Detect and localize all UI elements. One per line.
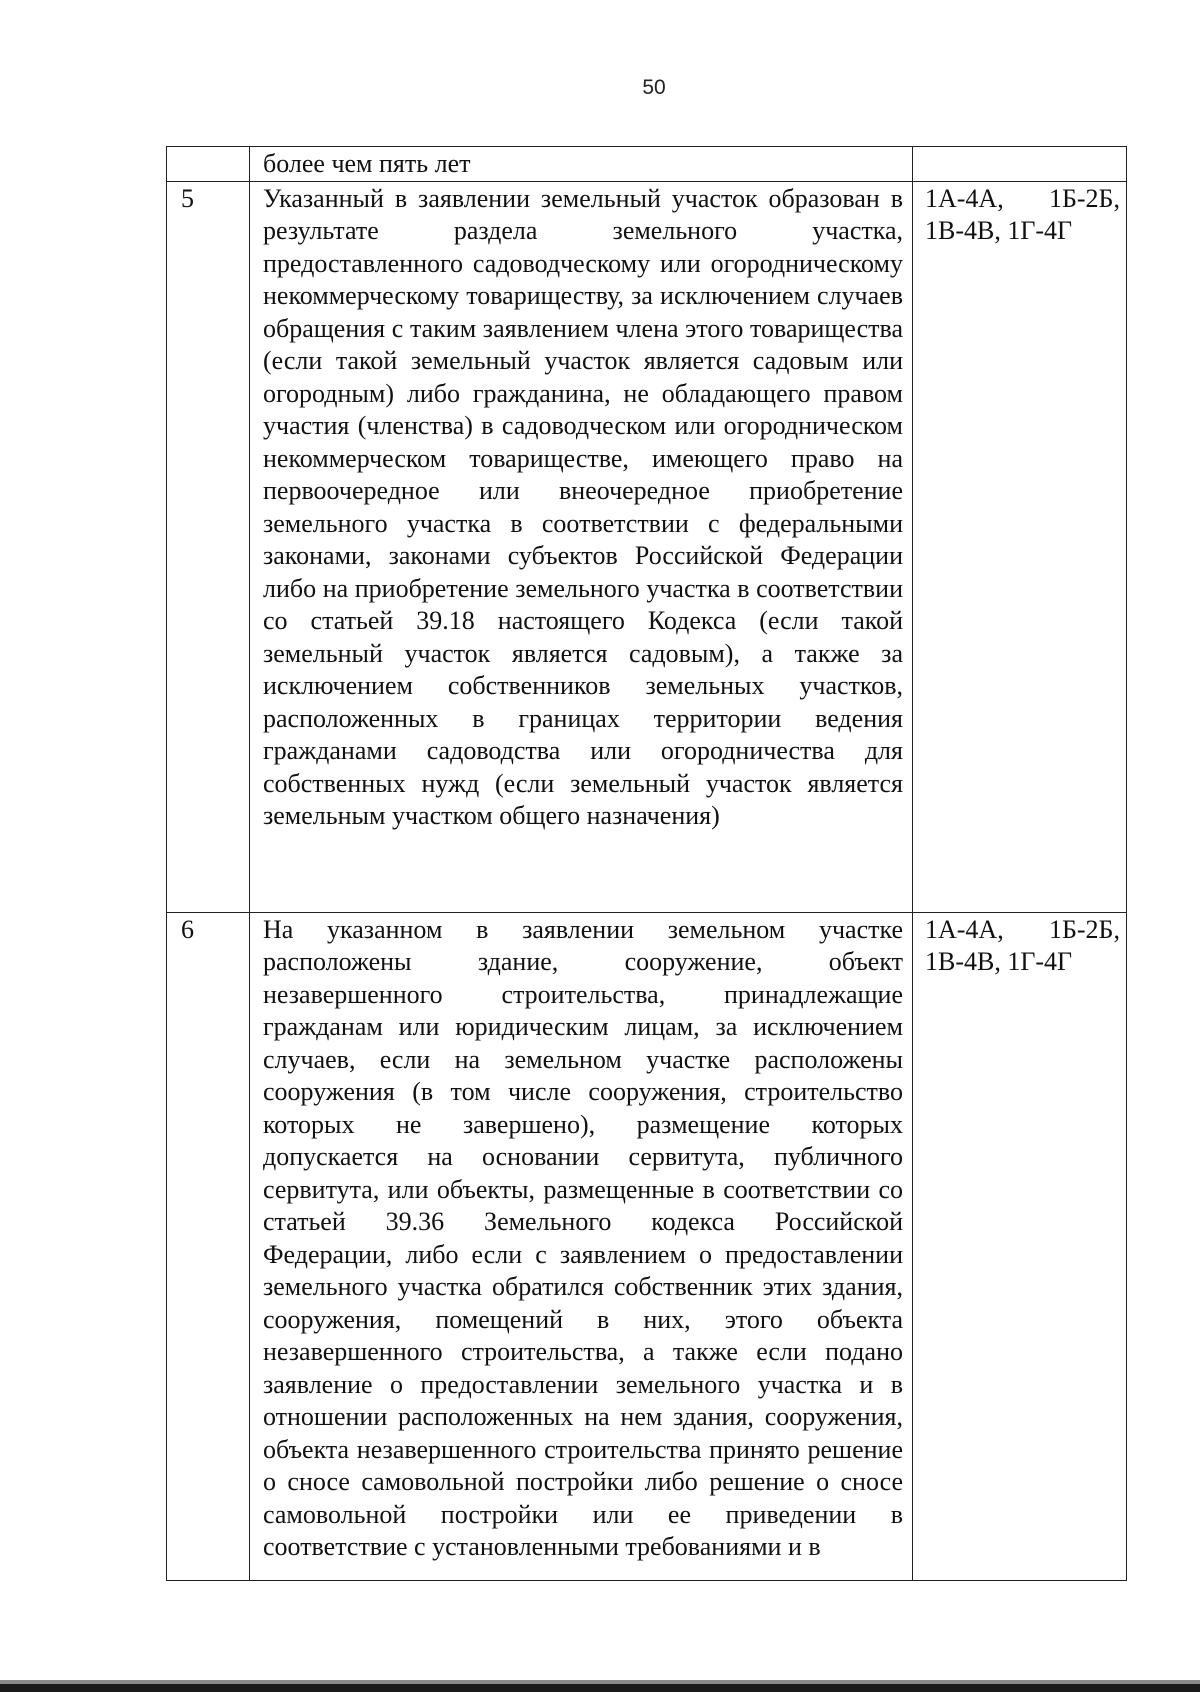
codes-line-1 xyxy=(925,914,1120,947)
codes-line-2: 1В-4В, 1Г-4Г xyxy=(925,216,1073,245)
code-a: 1А-4А, xyxy=(925,183,1004,213)
code-a: 1А-4А, xyxy=(925,914,1004,944)
row-text: более чем пять лет xyxy=(250,147,913,182)
row-number xyxy=(167,147,250,182)
row-codes xyxy=(913,147,1127,182)
row-codes xyxy=(913,912,1127,1580)
codes-line-2: 1В-4В, 1Г-4Г xyxy=(925,947,1073,976)
row-codes xyxy=(913,181,1127,912)
code-b: 1Б-2Б, xyxy=(1048,183,1120,213)
row-text: На указанном в заявлении земельном участке расположены здание, сооружение, объект незавершенного строительства, принадлежащие гражданам или юридическим лицам, за исключением случаев, если на земельном участке расположены сооружения (в том числе сооружения, строительство которых не завершено), размещение которых допускается на основании сервитута, публичного сервитута, или объекты, размещенные в соответствии со статьей 39.36 Земельного кодекса Российской Федерации, либо если с заявлением о предоставлении земельного участка обратился собственник этих здания, сооружения, помещений в них, этого объекта незавершенного строительства, а также если подано заявление о предоставлении земельного участка и в отношении расположенных на нем здания, сооружения, объекта незавершенного строительства принято решение о сносе самовольной постройки либо решение о сносе самовольной постройки или ее приведении в соответствие с установленными требованиями и в xyxy=(250,912,913,1580)
row-number: 5 xyxy=(167,181,250,912)
scan-edge xyxy=(0,1684,1200,1692)
codes-line-1 xyxy=(925,183,1120,216)
page-number: 50 xyxy=(642,76,666,99)
table-row xyxy=(167,912,1127,1580)
conditions-table xyxy=(166,146,1127,1581)
table-row xyxy=(167,181,1127,912)
row-text: Указанный в заявлении земельный участок образован в результате раздела земельного участка, предоставленного садоводческому или огородническому некоммерческому товариществу, за исключением случаев обращения с таким заявлением члена этого товарищества (если такой земельный участок является садовым или огородным) либо гражданина, не обладающего правом участия (членства) в садоводческом или огородническом некоммерческом товариществе, имеющего право на первоочередное или внеочередное приобретение земельного участка в соответствии с федеральными законами, законами субъектов Российской Федерации либо на приобретение земельного участка в соответствии со статьей 39.18 настоящего Кодекса (если такой земельный участок является садовым), а также за исключением собственников земельных участков, расположенных в границах территории ведения гражданами садоводства или огородничества для собственных нужд (если земельный участок является земельным участком общего назначения) xyxy=(250,181,913,912)
row-number: 6 xyxy=(167,912,250,1580)
table-row xyxy=(167,147,1127,182)
code-b: 1Б-2Б, xyxy=(1048,914,1120,944)
